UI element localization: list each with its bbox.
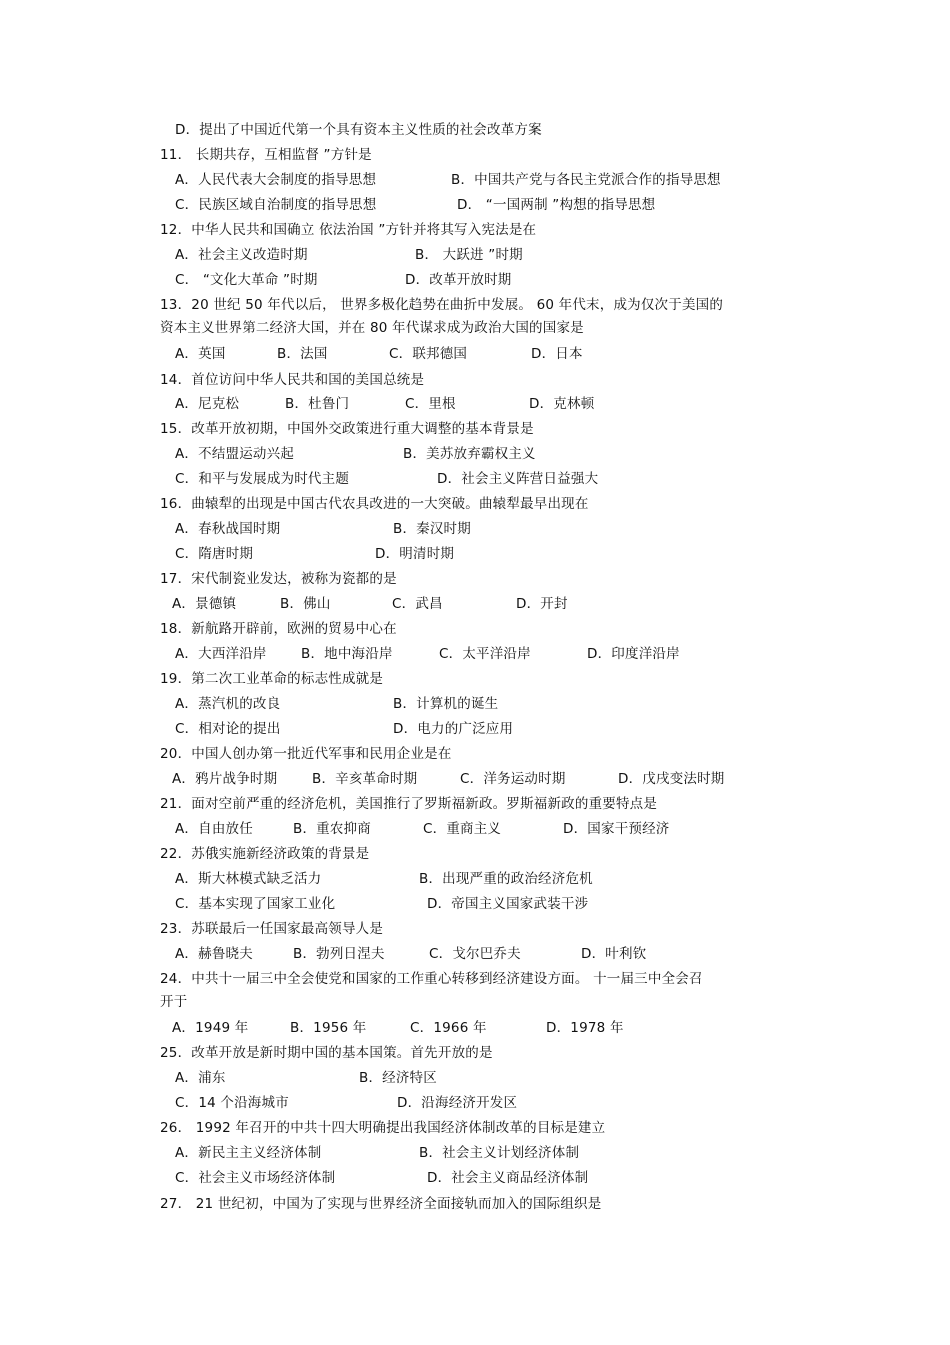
option-text: D．国家干预经济 (563, 821, 670, 837)
option-text: A．蒸汽机的改良 (175, 696, 281, 712)
option-text: D．改革开放时期 (405, 272, 512, 288)
option-text: A．景德镇 (172, 596, 237, 612)
option-text: C．1966 年 (410, 1020, 487, 1036)
option-text: B．辛亥革命时期 (312, 771, 418, 787)
question-text: 18．新航路开辟前，欧洲的贸易中心在 (160, 621, 397, 637)
option-text: D．帝国主义国家武装干涉 (427, 896, 589, 912)
question-text: 26． 1992 年召开的中共十四大明确提出我国经济体制改革的目标是建立 (160, 1120, 606, 1136)
question-text: 资本主义世界第二经济大国，并在 80 年代谋求成为政治大国的国家是 (160, 320, 584, 336)
option-text: C．基本实现了国家工业化 (175, 896, 336, 912)
option-text: D．印度洋沿岸 (587, 646, 680, 662)
option-text: A．浦东 (175, 1070, 226, 1086)
option-text: C．相对论的提出 (175, 721, 281, 737)
option-text: C．戈尔巴乔夫 (429, 946, 521, 962)
option-text: C．重商主义 (423, 821, 502, 837)
option-text: B．1956 年 (290, 1020, 367, 1036)
option-text: A．赫鲁晓夫 (175, 946, 253, 962)
option-text: B．佛山 (280, 596, 331, 612)
question-text: 20．中国人创办第一批近代军事和民用企业是在 (160, 746, 452, 762)
option-text: D．开封 (516, 596, 568, 612)
option-text: C．洋务运动时期 (460, 771, 566, 787)
option-text: A．英国 (175, 346, 226, 362)
option-text: C．14 个沿海城市 (175, 1095, 289, 1111)
question-text: 15．改革开放初期，中国外交政策进行重大调整的基本背景是 (160, 421, 534, 437)
option-text: D．社会主义阵营日益强大 (437, 471, 599, 487)
question-text: 11． 长期共存，互相监督 ”方针是 (160, 147, 372, 163)
option-text: A．1949 年 (172, 1020, 249, 1036)
option-text: A．不结盟运动兴起 (175, 446, 295, 462)
option-text: C．社会主义市场经济体制 (175, 1170, 336, 1186)
option-text: D．明清时期 (375, 546, 455, 562)
question-text: 13．20 世纪 50 年代以后， 世界多极化趋势在曲折中发展。 60 年代末，成为仅次于美国的 (160, 297, 724, 313)
option-text: A．新民主主义经济体制 (175, 1145, 322, 1161)
option-text: D．戊戌变法时期 (618, 771, 725, 787)
option-text: C．民族区域自治制度的指导思想 (175, 197, 377, 213)
option-text: D．电力的广泛应用 (393, 721, 514, 737)
option-text: D．社会主义商品经济体制 (427, 1170, 589, 1186)
option-text: C．武昌 (392, 596, 443, 612)
option-text: A．自由放任 (175, 821, 253, 837)
option-text: A．大西洋沿岸 (175, 646, 267, 662)
option-text: A．春秋战国时期 (175, 521, 281, 537)
option-text: D．日本 (531, 346, 583, 362)
option-text: B．中国共产党与各民主党派合作的指导思想 (451, 172, 721, 188)
option-text: A．鸦片战争时期 (172, 771, 278, 787)
option-text: C．隋唐时期 (175, 546, 254, 562)
option-text: B．经济特区 (359, 1070, 437, 1086)
option-text: A．人民代表大会制度的指导思想 (175, 172, 377, 188)
option-text: D．1978 年 (546, 1020, 624, 1036)
option-text: B． 大跃进 ”时期 (415, 247, 523, 263)
option-text: B．重农抑商 (293, 821, 371, 837)
option-text: B．地中海沿岸 (301, 646, 393, 662)
question-text: 21．面对空前严重的经济危机，美国推行了罗斯福新政。罗斯福新政的重要特点是 (160, 796, 658, 812)
option-text: B．计算机的诞生 (393, 696, 499, 712)
option-text: B．勃列日涅夫 (293, 946, 385, 962)
question-text: 开于 (160, 994, 188, 1010)
option-text: C． “文化大革命 ”时期 (175, 272, 318, 288)
option-text: C．里根 (405, 396, 456, 412)
option-text: C．太平洋沿岸 (439, 646, 531, 662)
question-text: 27． 21 世纪初，中国为了实现与世界经济全面接轨而加入的国际组织是 (160, 1196, 602, 1212)
question-text: 22．苏俄实施新经济政策的背景是 (160, 846, 370, 862)
option-text: A．社会主义改造时期 (175, 247, 308, 263)
option-text: D． “一国两制 ”构想的指导思想 (457, 197, 656, 213)
question-text: 14．首位访问中华人民共和国的美国总统是 (160, 372, 425, 388)
option-text: B．秦汉时期 (393, 521, 471, 537)
option-text: D．叶利钦 (581, 946, 647, 962)
question-text: 19．第二次工业革命的标志性成就是 (160, 671, 384, 687)
question-text: 17．宋代制瓷业发达，被称为瓷都的是 (160, 571, 397, 587)
option-text: D．克林顿 (529, 396, 595, 412)
option-text: B．出现严重的政治经济危机 (419, 871, 593, 887)
question-text: 16．曲辕犁的出现是中国古代农具改进的一大突破。曲辕犁最早出现在 (160, 496, 589, 512)
question-text: 24．中共十一届三中全会使党和国家的工作重心转移到经济建设方面。 十一届三中全会召 (160, 971, 703, 987)
option-text: A．尼克松 (175, 396, 240, 412)
option-text: C．联邦德国 (389, 346, 468, 362)
option-text: B．杜鲁门 (285, 396, 350, 412)
option-text: B．社会主义计划经济体制 (419, 1145, 580, 1161)
option-text: D．沿海经济开发区 (397, 1095, 518, 1111)
option-text: C．和平与发展成为时代主题 (175, 471, 350, 487)
question-text: D．提出了中国近代第一个具有资本主义性质的社会改革方案 (175, 122, 542, 138)
question-text: 23．苏联最后一任国家最高领导人是 (160, 921, 384, 937)
option-text: A．斯大林模式缺乏活力 (175, 871, 322, 887)
question-text: 12．中华人民共和国确立 依法治国 ”方针并将其写入宪法是在 (160, 222, 537, 238)
option-text: B．法国 (277, 346, 328, 362)
option-text: B．美苏放弃霸权主义 (403, 446, 536, 462)
question-text: 25．改革开放是新时期中国的基本国策。首先开放的是 (160, 1045, 493, 1061)
